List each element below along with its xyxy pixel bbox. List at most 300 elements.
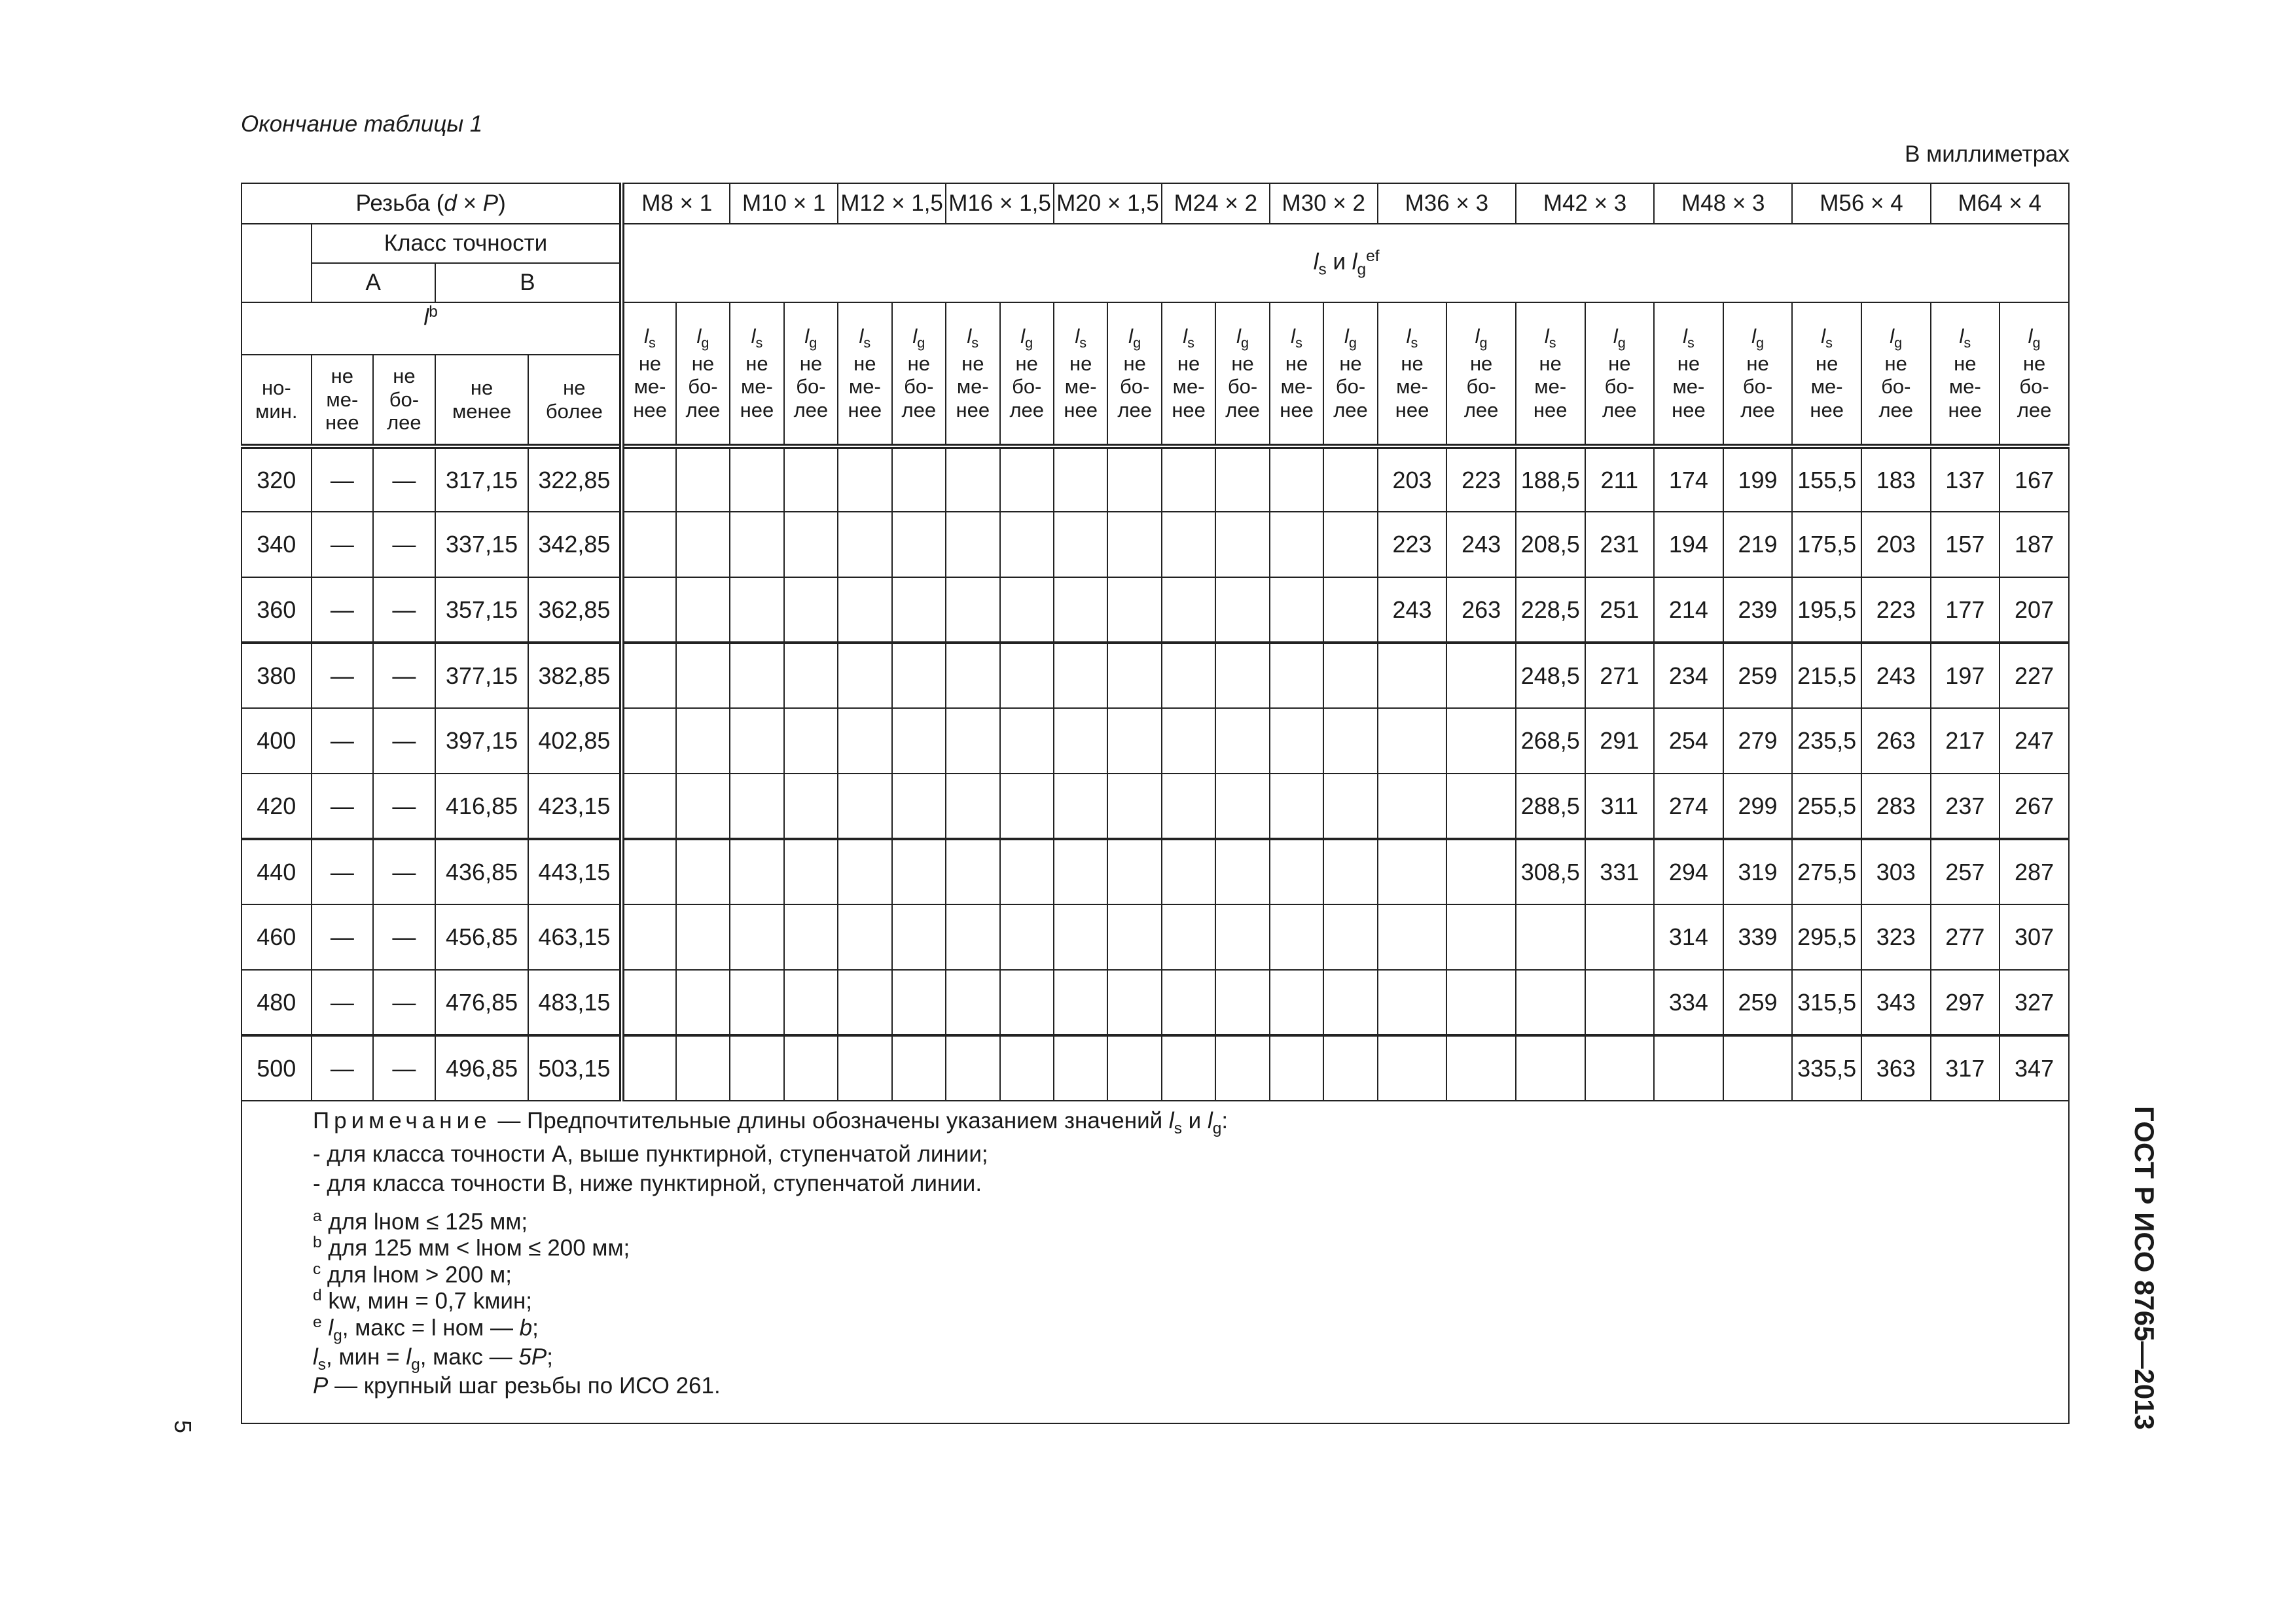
class-a-min-header: не ме- нее: [312, 355, 374, 446]
value-cell: [622, 774, 675, 839]
class-b-max-header: не более: [528, 355, 622, 446]
value-cell: [1270, 643, 1323, 708]
value-cell: [838, 774, 891, 839]
value-cell: [1446, 1035, 1516, 1101]
value-cell: [1323, 904, 1377, 970]
ls-lg-header: $l_s$ и $l_g^{ef}$: [622, 224, 2069, 302]
value-cell: [676, 577, 730, 643]
value-cell: 382,85: [528, 643, 622, 708]
value-cell: 377,15: [435, 643, 529, 708]
value-cell: [1378, 839, 1447, 904]
value-cell: 167: [2000, 446, 2069, 512]
value-cell: [1000, 512, 1054, 577]
value-cell: 297: [1931, 970, 2000, 1035]
nominal-cell: 480: [242, 970, 312, 1035]
value-cell: [946, 577, 999, 643]
value-cell: 268,5: [1516, 708, 1585, 774]
value-cell: [1378, 1035, 1447, 1101]
value-cell: [1723, 1035, 1793, 1101]
value-cell: 291: [1585, 708, 1655, 774]
value-cell: 275,5: [1792, 839, 1861, 904]
value-cell: 223: [1861, 577, 1931, 643]
value-cell: 203: [1378, 446, 1447, 512]
value-cell: 279: [1723, 708, 1793, 774]
value-cell: 214: [1654, 577, 1723, 643]
value-cell: 263: [1861, 708, 1931, 774]
value-cell: 177: [1931, 577, 2000, 643]
ls-min-header: $l_s$ не ме- нее: [1654, 302, 1723, 446]
value-cell: 274: [1654, 774, 1723, 839]
value-cell: [1107, 446, 1161, 512]
value-cell: [1107, 774, 1161, 839]
value-cell: [1054, 643, 1107, 708]
value-cell: 287: [2000, 839, 2069, 904]
lg-max-header: $l_g$ не бо- лее: [1323, 302, 1377, 446]
value-cell: —: [373, 904, 435, 970]
value-cell: —: [312, 708, 374, 774]
footnote-e2: $l_s$, мин = $l_g$, макс — 5P;: [313, 1344, 553, 1374]
nominal-cell: 340: [242, 512, 312, 577]
ls-min-header: $l_s$ не ме- нее: [1792, 302, 1861, 446]
thread-size-header: M8 × 1: [622, 183, 730, 224]
thread-size-header: M12 × 1,5: [838, 183, 946, 224]
value-cell: [1162, 1035, 1215, 1101]
value-cell: [1054, 708, 1107, 774]
value-cell: [676, 839, 730, 904]
lg-max-header: $l_g$ не бо- лее: [1861, 302, 1931, 446]
value-cell: 257: [1931, 839, 2000, 904]
value-cell: 235,5: [1792, 708, 1861, 774]
value-cell: 263: [1446, 577, 1516, 643]
value-cell: 227: [2000, 643, 2069, 708]
footnote-b: $^b$ для 125 мм < lном ≤ 200 мм;: [313, 1234, 630, 1261]
value-cell: [1162, 577, 1215, 643]
lg-max-header: $l_g$ не бо- лее: [2000, 302, 2069, 446]
value-cell: 397,15: [435, 708, 529, 774]
value-cell: 503,15: [528, 1035, 622, 1101]
value-cell: [1270, 904, 1323, 970]
value-cell: [1323, 970, 1377, 1035]
value-cell: 319: [1723, 839, 1793, 904]
table-row: [242, 1035, 2069, 1101]
value-cell: 283: [1861, 774, 1931, 839]
value-cell: [784, 839, 838, 904]
value-cell: [622, 643, 675, 708]
value-cell: [784, 708, 838, 774]
value-cell: [1107, 708, 1161, 774]
value-cell: [1215, 904, 1269, 970]
value-cell: [1215, 643, 1269, 708]
thread-size-header: M36 × 3: [1378, 183, 1516, 224]
value-cell: [676, 904, 730, 970]
value-cell: 288,5: [1516, 774, 1585, 839]
value-cell: 299: [1723, 774, 1793, 839]
value-cell: [676, 512, 730, 577]
value-cell: —: [312, 839, 374, 904]
value-cell: [1000, 643, 1054, 708]
lg-max-header: $l_g$ не бо- лее: [1215, 302, 1269, 446]
value-cell: [838, 512, 891, 577]
value-cell: 137: [1931, 446, 2000, 512]
value-cell: 483,15: [528, 970, 622, 1035]
value-cell: [1000, 774, 1054, 839]
l-header: $l^b$: [242, 302, 622, 355]
value-cell: [1107, 577, 1161, 643]
value-cell: —: [373, 643, 435, 708]
value-cell: [1323, 643, 1377, 708]
value-cell: [1054, 446, 1107, 512]
value-cell: [1054, 577, 1107, 643]
value-cell: 436,85: [435, 839, 529, 904]
value-cell: 423,15: [528, 774, 622, 839]
value-cell: [1215, 708, 1269, 774]
value-cell: 207: [2000, 577, 2069, 643]
value-cell: [1215, 839, 1269, 904]
value-cell: [1107, 643, 1161, 708]
thread-size-header: M20 × 1,5: [1054, 183, 1162, 224]
value-cell: [1270, 446, 1323, 512]
value-cell: [1270, 577, 1323, 643]
value-cell: [730, 708, 783, 774]
value-cell: [784, 643, 838, 708]
value-cell: [622, 970, 675, 1035]
value-cell: [1054, 512, 1107, 577]
value-cell: 463,15: [528, 904, 622, 970]
ls-min-header: $l_s$ не ме- нее: [1516, 302, 1585, 446]
value-cell: [676, 643, 730, 708]
value-cell: [1107, 1035, 1161, 1101]
value-cell: 496,85: [435, 1035, 529, 1101]
value-cell: [1162, 708, 1215, 774]
value-cell: [1054, 774, 1107, 839]
value-cell: [1654, 1035, 1723, 1101]
value-cell: [1270, 512, 1323, 577]
value-cell: [676, 1035, 730, 1101]
value-cell: 327: [2000, 970, 2069, 1035]
value-cell: [1054, 970, 1107, 1035]
footnote-d: $^d$ kw, мин = 0,7 kмин;: [313, 1287, 533, 1314]
table-row: [242, 904, 2069, 970]
nominal-cell: 400: [242, 708, 312, 774]
value-cell: 195,5: [1792, 577, 1861, 643]
nominal-cell: 440: [242, 839, 312, 904]
value-cell: 208,5: [1516, 512, 1585, 577]
value-cell: 243: [1446, 512, 1516, 577]
value-cell: [1323, 1035, 1377, 1101]
value-cell: [622, 708, 675, 774]
value-cell: [946, 1035, 999, 1101]
value-cell: 251: [1585, 577, 1655, 643]
value-cell: [1215, 774, 1269, 839]
value-cell: [1215, 512, 1269, 577]
value-cell: —: [312, 577, 374, 643]
value-cell: [892, 1035, 946, 1101]
value-cell: [1446, 839, 1516, 904]
lg-max-header: $l_g$ не бо- лее: [676, 302, 730, 446]
nominal-cell: 460: [242, 904, 312, 970]
value-cell: [1000, 446, 1054, 512]
value-cell: 295,5: [1792, 904, 1861, 970]
value-cell: [838, 577, 891, 643]
value-cell: [946, 904, 999, 970]
value-cell: 339: [1723, 904, 1793, 970]
value-cell: 456,85: [435, 904, 529, 970]
ls-min-header: $l_s$ не ме- нее: [622, 302, 675, 446]
value-cell: [1323, 774, 1377, 839]
note-intro: Примечание — Предпочтительные длины обозначены указанием значений $l_s$ и $l_g$:: [313, 1108, 1229, 1137]
value-cell: 271: [1585, 643, 1655, 708]
value-cell: 255,5: [1792, 774, 1861, 839]
value-cell: 247: [2000, 708, 2069, 774]
class-b-header: B: [435, 263, 622, 302]
lg-max-header: $l_g$ не бо- лее: [1723, 302, 1793, 446]
ls-min-header: $l_s$ не ме- нее: [1931, 302, 2000, 446]
value-cell: —: [312, 1035, 374, 1101]
value-cell: [1270, 708, 1323, 774]
ls-min-header: $l_s$ не ме- нее: [1162, 302, 1215, 446]
thread-size-header: M30 × 2: [1270, 183, 1378, 224]
value-cell: [1162, 512, 1215, 577]
value-cell: [1000, 970, 1054, 1035]
table-row: [242, 839, 2069, 904]
value-cell: —: [312, 643, 374, 708]
document-title: ГОСТ Р ИСО 8765—2013: [2129, 1106, 2160, 1430]
value-cell: 323: [1861, 904, 1931, 970]
nominal-cell: 500: [242, 1035, 312, 1101]
value-cell: [1323, 708, 1377, 774]
value-cell: [1446, 643, 1516, 708]
value-cell: [1585, 970, 1655, 1035]
value-cell: [784, 446, 838, 512]
ls-min-header: $l_s$ не ме- нее: [946, 302, 999, 446]
value-cell: [1323, 839, 1377, 904]
value-cell: [892, 904, 946, 970]
value-cell: [892, 708, 946, 774]
value-cell: [946, 774, 999, 839]
value-cell: 175,5: [1792, 512, 1861, 577]
value-cell: [784, 512, 838, 577]
thread-size-header: M10 × 1: [730, 183, 838, 224]
value-cell: [1270, 774, 1323, 839]
value-cell: [946, 512, 999, 577]
value-cell: 357,15: [435, 577, 529, 643]
thread-size-header: M64 × 4: [1931, 183, 2069, 224]
value-cell: [1054, 904, 1107, 970]
value-cell: 248,5: [1516, 643, 1585, 708]
table-row: [242, 970, 2069, 1035]
value-cell: [838, 446, 891, 512]
value-cell: 342,85: [528, 512, 622, 577]
value-cell: [1585, 904, 1655, 970]
value-cell: 317: [1931, 1035, 2000, 1101]
value-cell: [1323, 446, 1377, 512]
lg-max-header: $l_g$ не бо- лее: [1585, 302, 1655, 446]
value-cell: 363: [1861, 1035, 1931, 1101]
value-cell: 362,85: [528, 577, 622, 643]
value-cell: [1378, 904, 1447, 970]
nominal-cell: 420: [242, 774, 312, 839]
thread-size-header: M42 × 3: [1516, 183, 1654, 224]
value-cell: [1107, 512, 1161, 577]
value-cell: —: [373, 839, 435, 904]
value-cell: [730, 446, 783, 512]
value-cell: 334: [1654, 970, 1723, 1035]
value-cell: [1054, 839, 1107, 904]
value-cell: 294: [1654, 839, 1723, 904]
value-cell: —: [373, 970, 435, 1035]
value-cell: [622, 446, 675, 512]
nominal-cell: 360: [242, 577, 312, 643]
value-cell: 267: [2000, 774, 2069, 839]
value-cell: [838, 708, 891, 774]
value-cell: [622, 1035, 675, 1101]
lg-max-header: $l_g$ не бо- лее: [1107, 302, 1161, 446]
value-cell: [1107, 904, 1161, 970]
value-cell: [1323, 577, 1377, 643]
value-cell: 239: [1723, 577, 1793, 643]
notes: [313, 1106, 1228, 1399]
value-cell: [730, 577, 783, 643]
value-cell: —: [312, 774, 374, 839]
value-cell: [892, 970, 946, 1035]
value-cell: 317,15: [435, 446, 529, 512]
class-a-max-header: не бо- лее: [373, 355, 435, 446]
value-cell: [730, 970, 783, 1035]
value-cell: [676, 774, 730, 839]
value-cell: 197: [1931, 643, 2000, 708]
value-cell: [892, 577, 946, 643]
lg-max-header: $l_g$ не бо- лее: [784, 302, 838, 446]
value-cell: 337,15: [435, 512, 529, 577]
value-cell: [1162, 904, 1215, 970]
value-cell: [946, 643, 999, 708]
value-cell: [1378, 774, 1447, 839]
value-cell: [1585, 1035, 1655, 1101]
value-cell: 259: [1723, 970, 1793, 1035]
value-cell: [784, 1035, 838, 1101]
value-cell: [1000, 708, 1054, 774]
value-cell: [892, 774, 946, 839]
table-row: [242, 708, 2069, 774]
value-cell: 443,15: [528, 839, 622, 904]
value-cell: [730, 904, 783, 970]
value-cell: [622, 904, 675, 970]
thread-header: Резьба (d × P): [242, 183, 622, 224]
note-item-a: - для класса точности А, выше пунктирной, ступенчатой линии;: [313, 1141, 988, 1167]
table-row: [242, 577, 2069, 643]
value-cell: 194: [1654, 512, 1723, 577]
value-cell: [676, 708, 730, 774]
class-a-header: A: [312, 263, 435, 302]
value-cell: [1000, 1035, 1054, 1101]
ls-min-header: $l_s$ не ме- нее: [1054, 302, 1107, 446]
value-cell: 315,5: [1792, 970, 1861, 1035]
value-cell: [1162, 446, 1215, 512]
value-cell: 254: [1654, 708, 1723, 774]
value-cell: [784, 904, 838, 970]
value-cell: [838, 1035, 891, 1101]
value-cell: —: [373, 446, 435, 512]
lg-max-header: $l_g$ не бо- лее: [1000, 302, 1054, 446]
value-cell: 347: [2000, 1035, 2069, 1101]
value-cell: [946, 446, 999, 512]
value-cell: [892, 643, 946, 708]
value-cell: [838, 904, 891, 970]
table-row: [242, 446, 2069, 512]
value-cell: 311: [1585, 774, 1655, 839]
page-number: 5: [170, 1420, 196, 1434]
value-cell: [1446, 904, 1516, 970]
value-cell: —: [312, 512, 374, 577]
units-label: В миллиметрах: [1905, 141, 2070, 167]
ls-min-header: $l_s$ не ме- нее: [1378, 302, 1447, 446]
thread-size-header: M24 × 2: [1162, 183, 1270, 224]
dimensions-table: [241, 183, 2070, 1101]
value-cell: [1162, 774, 1215, 839]
value-cell: 243: [1861, 643, 1931, 708]
value-cell: 217: [1931, 708, 2000, 774]
thread-size-header: M16 × 1,5: [946, 183, 1054, 224]
value-cell: [1378, 970, 1447, 1035]
value-cell: [946, 839, 999, 904]
value-cell: 187: [2000, 512, 2069, 577]
note-item-b: - для класса точности B, ниже пунктирной, ступенчатой линии.: [313, 1171, 982, 1197]
table-row: [242, 774, 2069, 839]
value-cell: [838, 643, 891, 708]
value-cell: [1516, 1035, 1585, 1101]
value-cell: [1107, 970, 1161, 1035]
value-cell: [1516, 970, 1585, 1035]
value-cell: 307: [2000, 904, 2069, 970]
value-cell: 228,5: [1516, 577, 1585, 643]
nominal-header: но- мин.: [242, 355, 312, 446]
value-cell: 303: [1861, 839, 1931, 904]
value-cell: 174: [1654, 446, 1723, 512]
value-cell: [946, 708, 999, 774]
value-cell: 402,85: [528, 708, 622, 774]
value-cell: [1000, 577, 1054, 643]
value-cell: 231: [1585, 512, 1655, 577]
ls-min-header: $l_s$ не ме- нее: [1270, 302, 1323, 446]
thread-size-header: M48 × 3: [1654, 183, 1792, 224]
value-cell: 308,5: [1516, 839, 1585, 904]
value-cell: 476,85: [435, 970, 529, 1035]
value-cell: [622, 577, 675, 643]
value-cell: [730, 1035, 783, 1101]
value-cell: [1215, 970, 1269, 1035]
value-cell: 234: [1654, 643, 1723, 708]
value-cell: [1378, 708, 1447, 774]
value-cell: [1162, 839, 1215, 904]
value-cell: [946, 970, 999, 1035]
value-cell: [676, 970, 730, 1035]
value-cell: 215,5: [1792, 643, 1861, 708]
value-cell: 277: [1931, 904, 2000, 970]
value-cell: [622, 839, 675, 904]
value-cell: [730, 774, 783, 839]
nominal-cell: 380: [242, 643, 312, 708]
value-cell: —: [312, 904, 374, 970]
ls-min-header: $l_s$ не ме- нее: [838, 302, 891, 446]
value-cell: [1446, 774, 1516, 839]
value-cell: [1323, 512, 1377, 577]
value-cell: 219: [1723, 512, 1793, 577]
value-cell: —: [373, 1035, 435, 1101]
accuracy-class-header: Класс точности: [312, 224, 622, 263]
footnote-e1: $^e$ $l_g$, макс = l ном — b;: [313, 1313, 539, 1345]
table-row: [242, 643, 2069, 708]
value-cell: 243: [1378, 577, 1447, 643]
